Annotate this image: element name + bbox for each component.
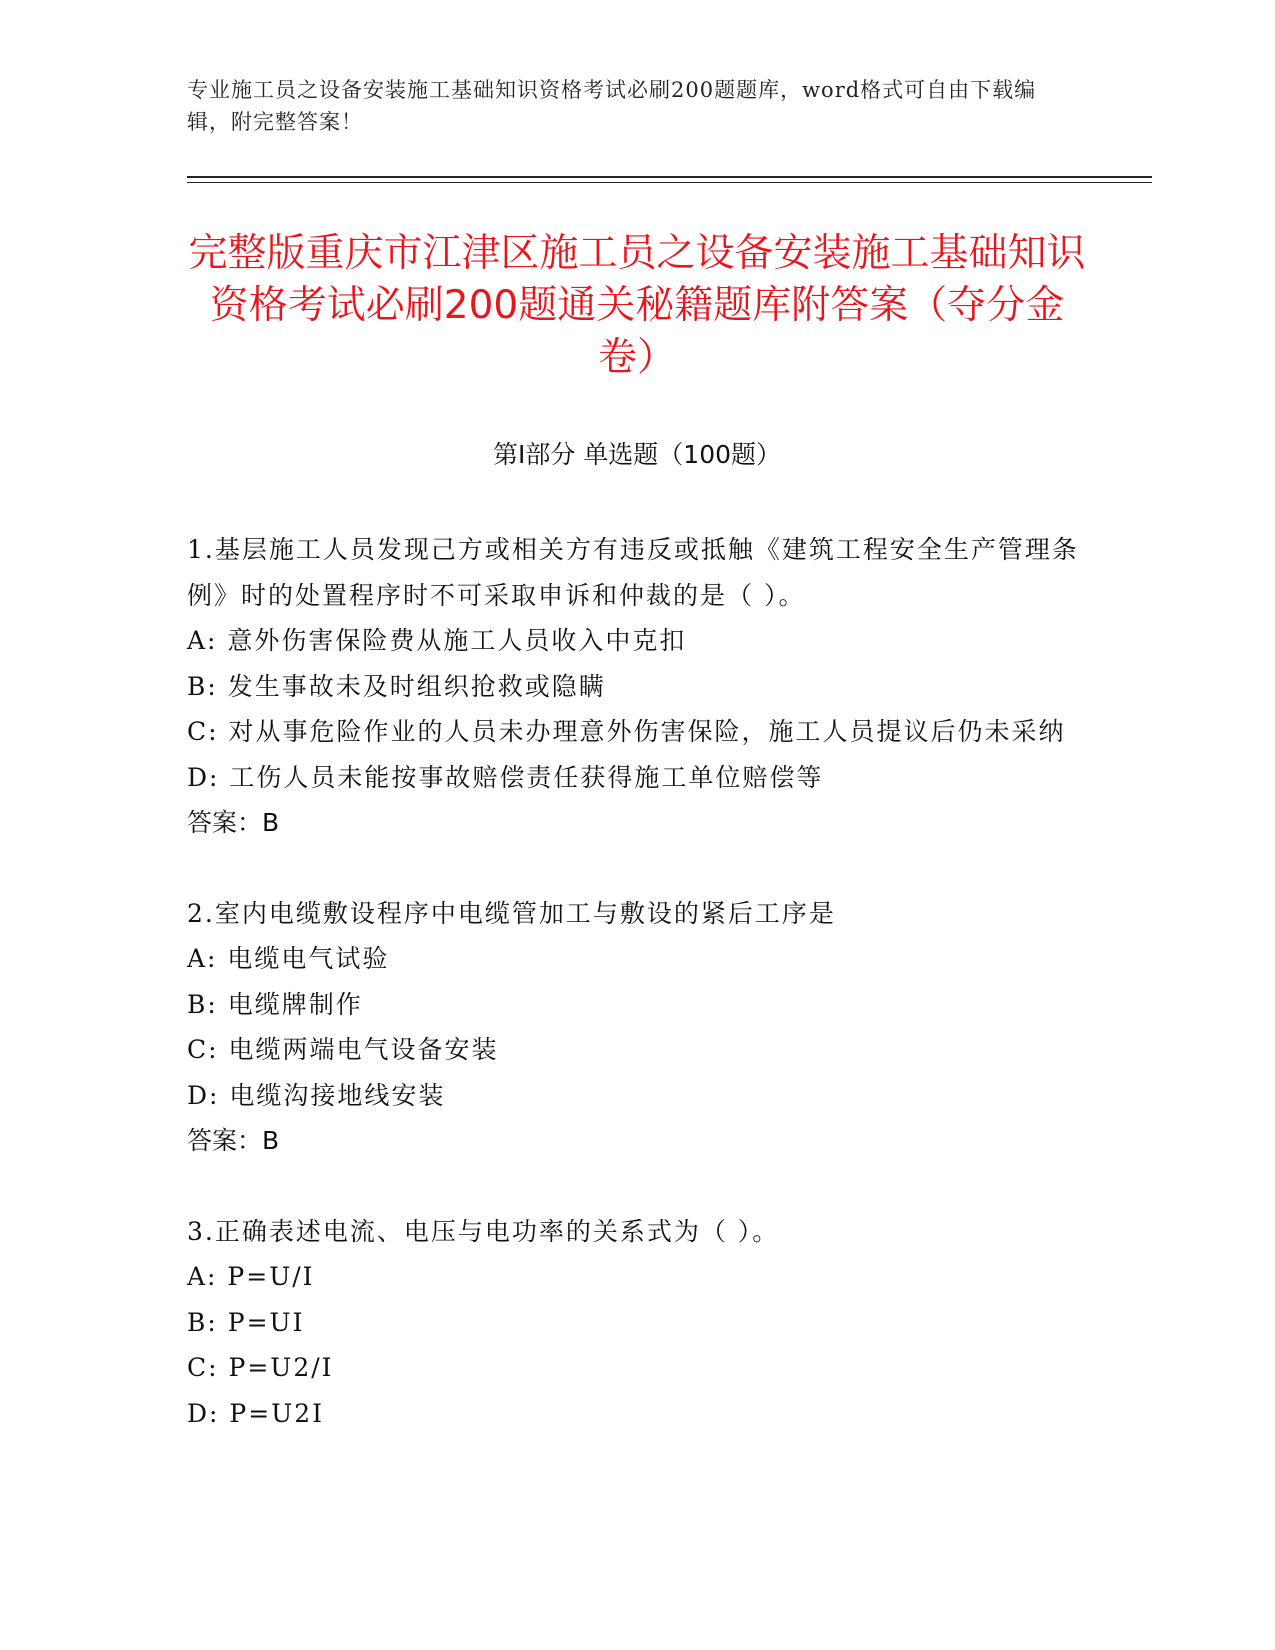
option-a: A: 意外伤害保险费从施工人员收入中克扣 [187,626,687,655]
option-d: D: P=U2I [187,1398,325,1428]
answer-label: 答案：B [187,1126,280,1155]
question-spacer [187,1164,1087,1209]
option-c: C: 对从事危险作业的人员未办理意外伤害保险，施工人员提议后仍未采纳 [187,717,1066,746]
option-c: C: 电缆两端电气设备安装 [187,1035,499,1064]
option-b: B: 发生事故未及时组织抢救或隐瞒 [187,671,606,701]
header-divider-thick [187,176,1152,178]
question-list [187,527,1087,1436]
option-b: B: P=UI [187,1307,305,1337]
question-2 [187,891,1087,1164]
option-b: B: 电缆牌制作 [187,989,363,1019]
question-1 [187,527,1087,846]
answer-label: 答案：B [187,808,280,837]
question-stem: 1.基层施工人员发现己方或相关方有违反或抵触《建筑工程安全生产管理条例》时的处置程序时不可采取申诉和仲裁的是（ ）。 [187,535,1079,610]
question-stem: 3.正确表述电流、电压与电功率的关系式为（ ）。 [187,1216,780,1246]
section-heading: 第Ⅰ部分 单选题（100题） [492,440,782,469]
option-d: D: 工伤人员未能按事故赔偿责任获得施工单位赔偿等 [187,762,824,792]
option-d: D: 电缆沟接地线安装 [187,1080,446,1110]
question-stem: 2.室内电缆敷设程序中电缆管加工与敷设的紧后工序是 [187,898,836,928]
question-spacer [187,846,1087,891]
question-3 [187,1209,1087,1437]
header-divider-thin [187,182,1152,183]
option-a: A: P=U/I [187,1262,315,1291]
option-a: A: 电缆电气试验 [187,944,390,973]
option-c: C: P=U2/I [187,1353,334,1382]
document-title: 完整版重庆市江津区施工员之设备安装施工基础知识资格考试必刷200题通关秘籍题库附答案（夺分金卷） [188,231,1086,380]
header-note: 专业施工员之设备安装施工基础知识资格考试必刷200题题库，word格式可自由下载编辑，附完整答案！ [187,78,1037,134]
